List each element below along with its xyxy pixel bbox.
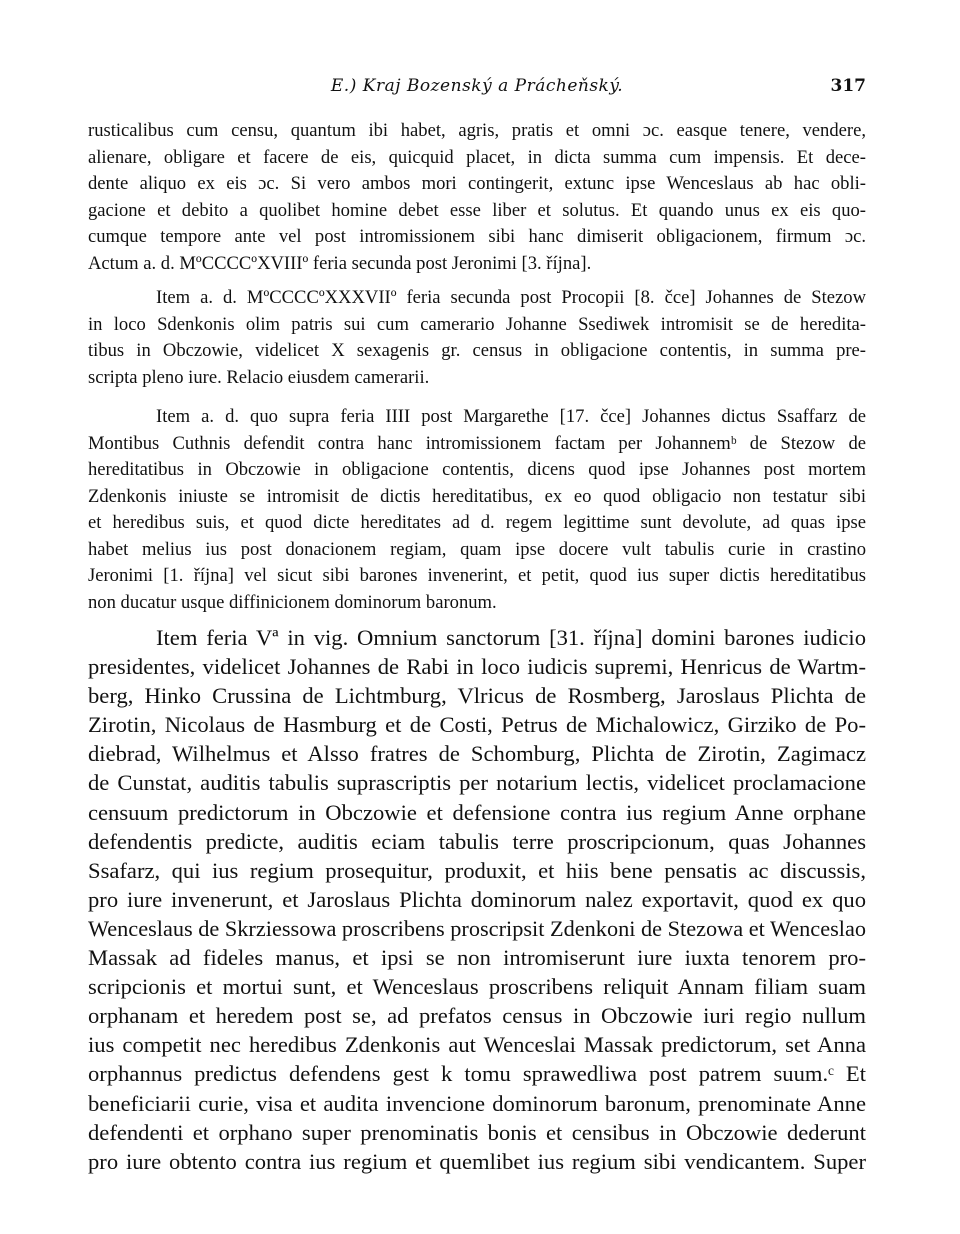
paragraph-1 bbox=[88, 118, 866, 277]
text-line: beneficiarii curie, visa et audita invencione dominorum baronum, prenominate Anne bbox=[88, 1090, 866, 1116]
text-line: censuum predictorum in Obczowie et defensione contra ius regium Anne orphane bbox=[88, 799, 866, 825]
text-line: alienare, obligare et facere de eis, quicquid placet, in dicta summa cum impensis. Et dece- bbox=[88, 146, 866, 168]
paragraph-2 bbox=[88, 285, 866, 391]
paragraph-4 bbox=[88, 623, 866, 1176]
text-line: scripcionis et mortui sunt, et Wenceslaus proscribens reliquit Annam filiam suam bbox=[88, 974, 866, 1000]
text-line: Jeronimi [1. října] vel sicut sibi barones invenerint, et petit, quod ius super dictis hereditatibus bbox=[88, 565, 866, 586]
text-line: defendenti et orphano super prenominatis bonis et censibus in Obczowie dederunt bbox=[88, 1119, 866, 1145]
running-title: E.) Kraj Bozenský a Prácheňský. bbox=[330, 76, 624, 96]
text-line: scripta pleno iure. Relacio eiusdem camerarii. bbox=[88, 366, 430, 388]
text-line: Item a. d. MºCCCCºXXXVIIº feria secunda post Procopii [8. čce] Johannes de Stezow bbox=[156, 287, 866, 308]
text-line: diebrad, Wilhelmus et Alsso fratres de Schomburg, Plichta de Zirotin, Zagimacz bbox=[88, 741, 866, 767]
text-line: pro iure invenerunt, et Jaroslaus Plichta dominorum nalez exportavit, quod ex quo bbox=[88, 886, 866, 912]
text-line: Wenceslaus de Skrziessowa proscribens proscripsit Zdenkoni de Stezowa et Wenceslao bbox=[88, 915, 867, 941]
page-number: 317 bbox=[830, 76, 866, 96]
text-line: non ducatur usque diffinicionem dominorum baronum. bbox=[88, 591, 497, 613]
text-line: Item feria Vª in vig. Omnium sanctorum [31. října] domini barones iudicio bbox=[156, 625, 866, 650]
text-line: ius competit nec heredibus Zdenkonis aut Wenceslai Massak predictorum, set Anna bbox=[88, 1032, 866, 1058]
text-line: Actum a. d. MºCCCCºXVIIIº feria secunda post Jeronimi [3. října]. bbox=[88, 252, 592, 274]
text-line: orphanam et heredem post se, ad prefatos census in Obczowie iuri regio nullum bbox=[88, 1003, 866, 1029]
text-line: de Cunstat, auditis tabulis suprascriptis per notarium lectis, videlicet proclamacione bbox=[88, 770, 866, 796]
page-header bbox=[88, 72, 866, 102]
text-line: Item a. d. quo supra feria IIII post Margarethe [17. čce] Johannes dictus Ssaffarz de bbox=[156, 406, 866, 427]
text-line: berg, Hinko Crussina de Lichtmburg, Vlricus de Rosmberg, Jaroslaus Plichta de bbox=[88, 683, 866, 709]
text-line: defendentis predicte, auditis eciam tabulis terre proscripcionum, quas Johannes bbox=[88, 828, 866, 854]
text-line: Zdenkonis iniuste se intromisit de dictis hereditatibus, ex eo quod obligacio non testatur sibi bbox=[88, 485, 866, 507]
text-line: habet melius ius post donacionem regiam, quam ipse docere vult tabulis curie in crastino bbox=[88, 538, 866, 560]
text-line: pro iure obtento contra ius regium et quemlibet ius regium sibi vendicantem. Super bbox=[88, 1148, 866, 1174]
text-line: orphannus predictus defendens gest k tomu sprawedliwa post patrem suum.ᶜ Et bbox=[88, 1061, 866, 1087]
text-line: rusticalibus cum censu, quantum ibi habet, agris, pratis et omni ɔc. easque tenere, vendere, bbox=[88, 120, 866, 141]
text-line: et heredibus suis, et quod dicte hereditates ad d. regem legittime sunt devolute, ad quas ipse bbox=[88, 512, 866, 533]
text-line: Massak ad fideles manus, et ipsi se non intromiserunt iure iuxta tenorem pro- bbox=[88, 945, 866, 971]
text-line: Ssafarz, qui ius regium prosequitur, produxit, et hiis bene pensatis ac discussis, bbox=[88, 857, 866, 883]
text-line: dente aliquo ex eis ɔc. Si vero ambos mori contingerit, extunc ipse Wenceslaus ab hac obli- bbox=[88, 173, 866, 194]
text-line: Zirotin, Nicolaus de Hasmburg et de Costi, Petrus de Michalowicz, Girziko de Po- bbox=[88, 712, 866, 738]
text-line: hereditatibus in Obczowie in obligacione contentis, dicens quod ipse Johannes post mortem bbox=[88, 459, 866, 480]
text-line: tibus in Obczowie, videlicet X sexagenis gr. census in obligacione contentis, in summa pre- bbox=[88, 340, 866, 361]
text-line: in loco Sdenkonis olim patris sui cum camerario Johanne Ssediwek intromisit se de heredita- bbox=[88, 313, 866, 335]
text-line: presidentes, videlicet Johannes de Rabi in loco iudicis supremi, Henricus de Wartm- bbox=[88, 654, 866, 680]
text-line: gacione et debito a quolibet homine debet esse liber et solutus. Et quando unus ex eis quo- bbox=[88, 199, 866, 221]
paragraph-3 bbox=[88, 404, 866, 616]
text-line: cumque tempore ante vel post intromissionem sibi hanc dimiserit obligacionem, firmum ɔc. bbox=[88, 226, 866, 247]
text-line: Montibus Cuthnis defendit contra hanc intromissionem factam per Johannemᵇ de Stezow de bbox=[88, 432, 866, 454]
